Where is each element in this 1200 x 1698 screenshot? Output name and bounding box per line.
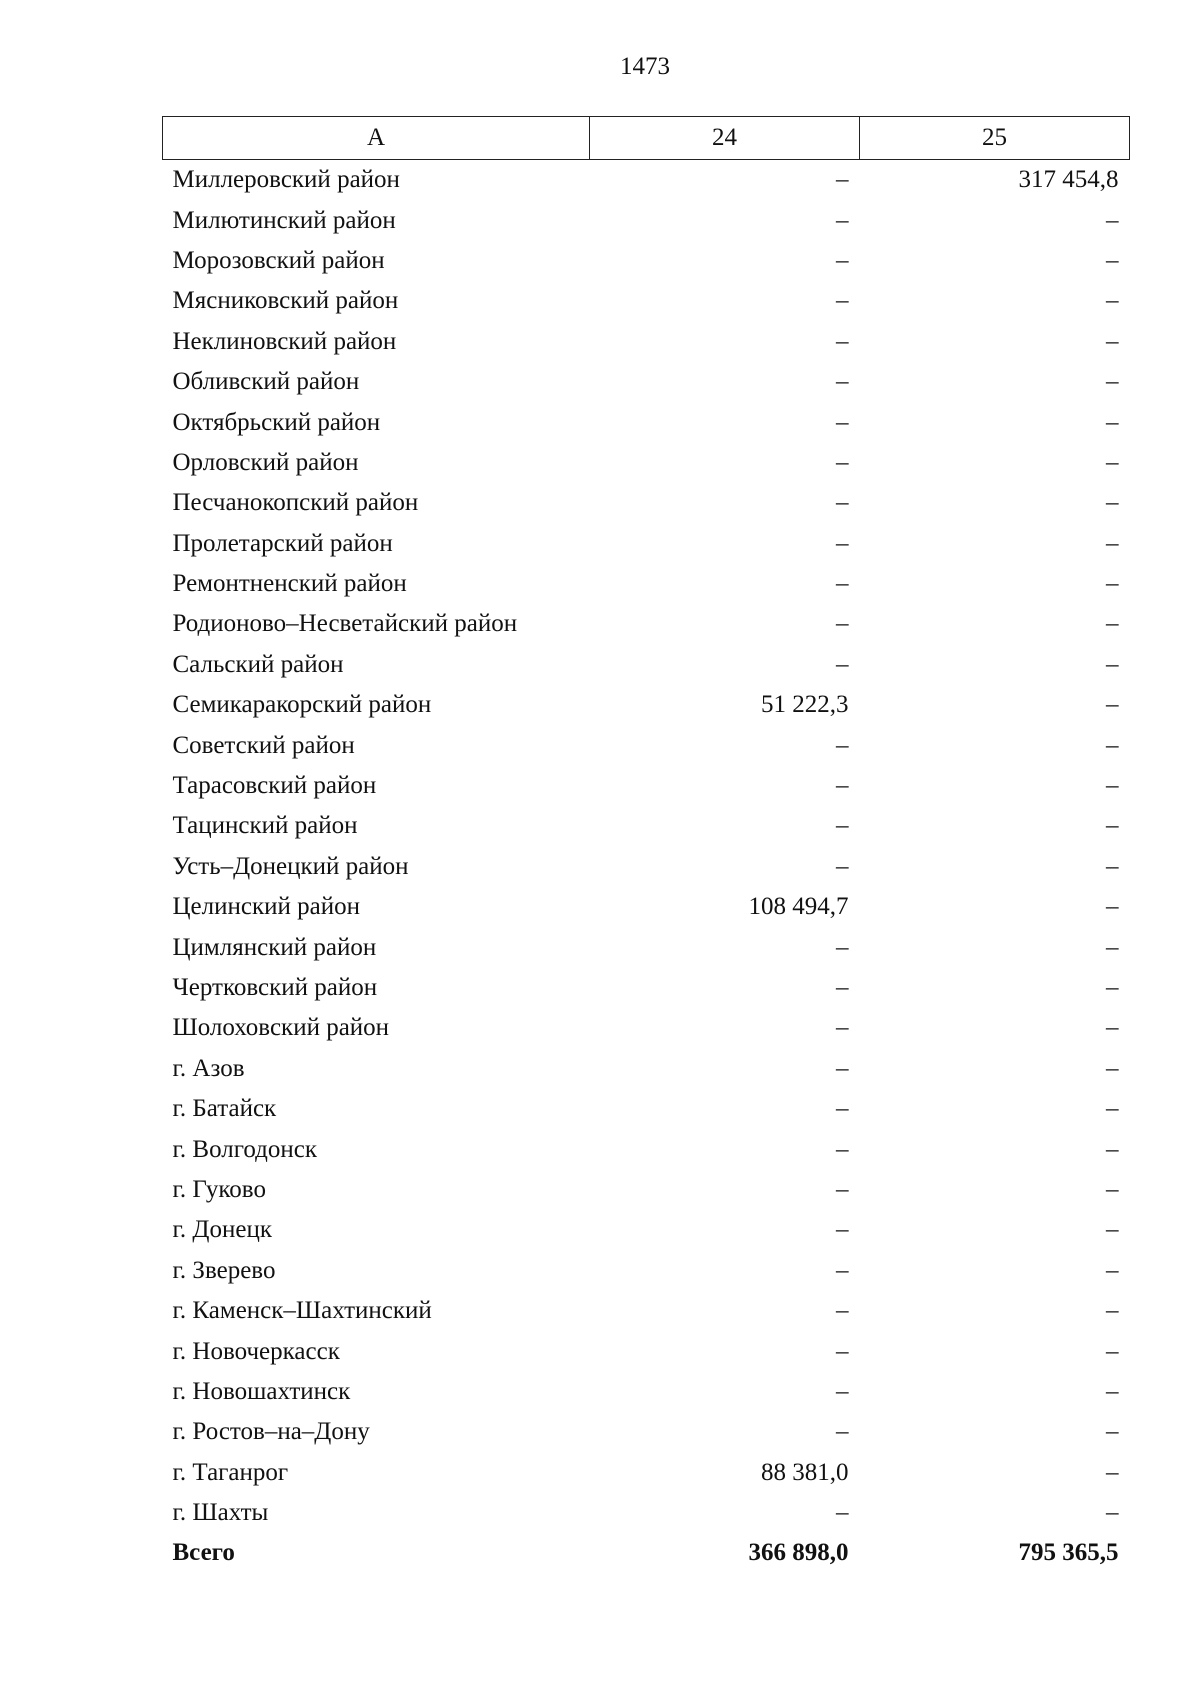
table-row — [163, 524, 1130, 564]
row-name-cell: г. Донецк — [172, 1216, 272, 1244]
row-value-24-cell: – — [836, 731, 849, 759]
row-value-25-cell: – — [1106, 1499, 1119, 1527]
row-name-cell: г. Волгодонск — [172, 1135, 318, 1163]
row-value-24-cell: – — [836, 1216, 849, 1244]
row-name-cell: г. Ростов–на–Дону — [172, 1418, 370, 1446]
row-value-24-cell: – — [836, 812, 849, 840]
row-value-25-cell: – — [1106, 327, 1119, 355]
row-value-25-cell: 317 454,8 — [1018, 166, 1119, 194]
row-value-24-cell: – — [836, 1054, 849, 1082]
row-value-25-cell: – — [1106, 772, 1119, 800]
row-name-cell: г. Новочеркасск — [172, 1337, 340, 1365]
row-name-cell: Обливский район — [172, 368, 360, 396]
row-value-24-cell: – — [836, 610, 849, 638]
row-value-24-cell: – — [836, 1418, 849, 1446]
row-value-25-cell: – — [1106, 1337, 1119, 1365]
row-value-25-cell: – — [1106, 408, 1119, 436]
row-name-cell: г. Новошахтинск — [172, 1377, 351, 1405]
table-row — [163, 402, 1130, 442]
row-name-cell: Пролетарский район — [172, 529, 393, 557]
row-value-24-cell: – — [836, 1095, 849, 1123]
row-value-25-cell: – — [1106, 246, 1119, 274]
row-value-25-cell: – — [1106, 1458, 1119, 1486]
table-row — [163, 1210, 1130, 1250]
row-value-24-cell: – — [836, 489, 849, 517]
table-row — [163, 604, 1130, 644]
row-name-cell: Чертковский район — [172, 974, 378, 1001]
row-value-24-cell: – — [836, 1175, 849, 1203]
row-value-24-cell: – — [836, 650, 849, 678]
table-row — [163, 685, 1130, 725]
row-name-cell: Шолоховский район — [172, 1014, 390, 1042]
row-value-25-cell: – — [1106, 1135, 1119, 1163]
row-name-cell: Миллеровский район — [172, 166, 400, 194]
row-name-cell: Родионово–Несветайский район — [172, 610, 518, 638]
row-name-cell: Морозовский район — [172, 246, 385, 274]
table-header — [163, 117, 1130, 160]
row-value-24-cell: – — [836, 287, 849, 315]
row-value-25-cell: – — [1106, 1095, 1119, 1123]
row-name-cell: Милютинский район — [172, 206, 396, 234]
row-value-24-cell: – — [836, 852, 849, 880]
row-value-24-cell: 108 494,7 — [748, 893, 849, 921]
table-row — [163, 1170, 1130, 1210]
table-row — [163, 968, 1130, 1008]
row-value-25-cell: – — [1106, 1418, 1119, 1446]
row-value-24-cell: 51 222,3 — [761, 691, 849, 719]
row-value-25-cell: 795 365,5 — [1018, 1539, 1119, 1567]
table-row — [163, 725, 1130, 765]
page-number: 1473 — [620, 53, 670, 80]
row-value-24-cell: – — [836, 327, 849, 355]
row-name-cell: Тацинский район — [172, 812, 358, 840]
row-value-24-cell: – — [836, 1135, 849, 1163]
row-value-25-cell: – — [1106, 570, 1119, 598]
row-name-cell: Орловский район — [172, 448, 359, 476]
row-value-24-cell: – — [836, 408, 849, 436]
row-value-25-cell: – — [1106, 448, 1119, 476]
table-row — [163, 200, 1130, 240]
header-cell-25: 25 — [860, 117, 1130, 160]
table-row — [163, 362, 1130, 402]
row-value-25-cell: – — [1106, 731, 1119, 759]
row-value-24-cell: – — [836, 974, 849, 1001]
row-name-cell: Семикаракорский район — [172, 691, 432, 719]
row-name-cell: Октябрьский район — [172, 408, 381, 436]
table-row — [163, 241, 1130, 281]
row-value-25-cell: – — [1106, 1216, 1119, 1244]
row-value-24-cell: – — [836, 772, 849, 800]
row-value-24-cell: – — [836, 448, 849, 476]
table-row — [163, 1251, 1130, 1291]
row-value-25-cell: – — [1106, 1377, 1119, 1405]
row-value-24-cell: – — [836, 529, 849, 557]
table-row — [163, 1493, 1130, 1533]
row-value-25-cell: – — [1106, 610, 1119, 638]
table-row — [163, 847, 1130, 887]
header-cell-24: 24 — [590, 117, 860, 160]
table-row — [163, 1331, 1130, 1371]
table-row — [163, 806, 1130, 846]
table-row — [163, 281, 1130, 321]
row-value-25-cell: – — [1106, 206, 1119, 234]
row-name-cell: г. Азов — [172, 1054, 245, 1082]
row-value-24-cell: – — [836, 206, 849, 234]
row-name-cell: Неклиновский район — [172, 327, 397, 355]
row-value-25-cell: – — [1106, 852, 1119, 880]
row-name-cell: г. Батайск — [172, 1095, 277, 1123]
row-value-24-cell: – — [836, 1499, 849, 1527]
row-name-cell: Тарасовский район — [172, 772, 377, 800]
row-name-cell: г. Гуково — [172, 1175, 266, 1203]
row-value-25-cell: – — [1106, 812, 1119, 840]
row-value-25-cell: – — [1106, 368, 1119, 396]
table-row — [163, 927, 1130, 967]
table-row — [163, 766, 1130, 806]
row-value-25-cell: – — [1106, 893, 1119, 921]
table-row — [163, 887, 1130, 927]
row-value-24-cell: – — [836, 1014, 849, 1042]
header-row — [163, 117, 1130, 160]
table-row — [163, 1412, 1130, 1452]
row-name-cell: г. Таганрог — [172, 1458, 289, 1486]
table-row — [163, 1049, 1130, 1089]
row-value-24-cell: – — [836, 246, 849, 274]
table-row — [163, 1008, 1130, 1048]
data-table — [162, 116, 1130, 1574]
row-name-cell: Цимлянский район — [172, 933, 377, 961]
row-value-25-cell: – — [1106, 1014, 1119, 1042]
row-value-25-cell: – — [1106, 1054, 1119, 1082]
table-row — [163, 1453, 1130, 1493]
row-value-25-cell: – — [1106, 529, 1119, 557]
row-name-cell: Всего — [172, 1539, 235, 1567]
table-row — [163, 1372, 1130, 1412]
row-value-24-cell: – — [836, 570, 849, 598]
row-value-25-cell: – — [1106, 489, 1119, 517]
row-value-24-cell: 88 381,0 — [761, 1458, 849, 1486]
row-value-25-cell: – — [1106, 1297, 1119, 1325]
header-cell-a: А — [163, 117, 590, 160]
table-row — [163, 483, 1130, 523]
row-value-25-cell: – — [1106, 1256, 1119, 1284]
row-value-25-cell: – — [1106, 650, 1119, 678]
row-value-24-cell: – — [836, 1256, 849, 1284]
row-value-25-cell: – — [1106, 933, 1119, 961]
row-name-cell: г. Каменск–Шахтинский — [172, 1297, 432, 1325]
row-value-24-cell: – — [836, 166, 849, 194]
table-row — [163, 443, 1130, 483]
row-value-25-cell: – — [1106, 1175, 1119, 1203]
row-name-cell: Советский район — [172, 731, 355, 759]
row-value-24-cell: – — [836, 1337, 849, 1365]
table-row — [163, 1291, 1130, 1331]
row-value-24-cell: – — [836, 1297, 849, 1325]
row-name-cell: Ремонтненский район — [172, 570, 407, 598]
table-body — [163, 160, 1130, 1574]
table-row — [163, 1129, 1130, 1169]
row-value-25-cell: – — [1106, 974, 1119, 1001]
row-name-cell: Песчанокопский район — [172, 489, 419, 517]
row-name-cell: г. Зверево — [172, 1256, 276, 1284]
row-value-25-cell: – — [1106, 691, 1119, 719]
row-value-24-cell: 366 898,0 — [748, 1539, 849, 1567]
row-value-24-cell: – — [836, 933, 849, 961]
row-name-cell: Сальский район — [172, 650, 344, 678]
row-value-24-cell: – — [836, 1377, 849, 1405]
table-row — [163, 564, 1130, 604]
table-row — [163, 160, 1130, 201]
row-name-cell: Усть–Донецкий район — [172, 852, 409, 880]
row-name-cell: Мясниковский район — [172, 287, 399, 315]
table-row — [163, 645, 1130, 685]
row-value-24-cell: – — [836, 368, 849, 396]
total-row — [163, 1533, 1130, 1573]
row-name-cell: Целинский район — [172, 893, 360, 921]
row-value-25-cell: – — [1106, 287, 1119, 315]
row-name-cell: г. Шахты — [172, 1499, 269, 1527]
table-row — [163, 1089, 1130, 1129]
table-row — [163, 322, 1130, 362]
